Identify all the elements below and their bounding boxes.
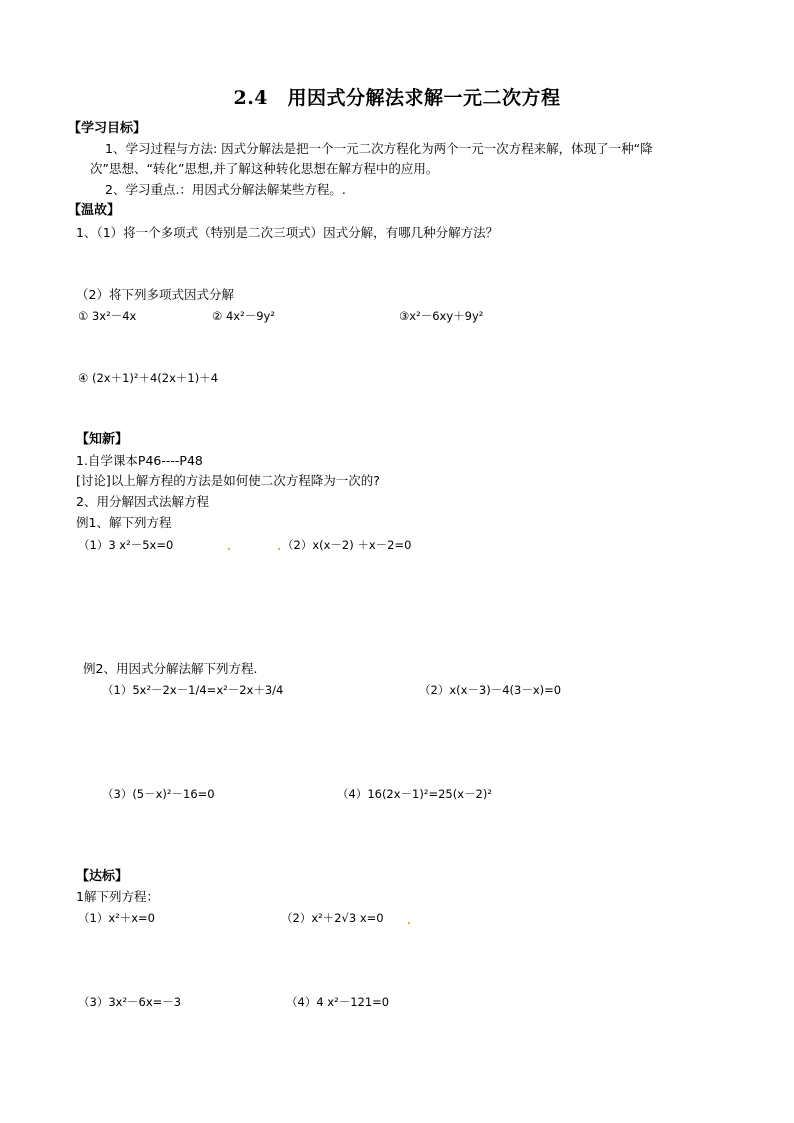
objectives-line-1a: 1、学习过程与方法: 因式分解法是把一个一元二次方程化为两个一元一次方程来解，体现了一种“降 <box>105 141 653 156</box>
objectives-heading: 【学习目标】 <box>68 121 147 136</box>
stray-mark <box>228 548 230 550</box>
review-question-1: 1、（1）将一个多项式（特别是二次三项式）因式分解，有哪几种分解方法？ <box>76 225 499 240</box>
self-study-line: 1.自学课本P46----P48 <box>76 453 203 468</box>
review-question-2: （2）将下列多项式因式分解 <box>76 287 234 302</box>
objectives-line-1b: 次”思想、“转化”思想,并了解这种转化思想在解方程中的应用。 <box>90 161 439 176</box>
example-1-equation-1: （1）3 x²－5x=0 <box>78 538 174 552</box>
example-2-equation-2: （2）x(x－3)－4(3－x)=0 <box>419 683 562 697</box>
review-item-4: ④ (2x＋1)²＋4(2x＋1)＋4 <box>78 371 219 385</box>
page-title: 2.4 用因式分解法求解一元二次方程 <box>233 87 561 109</box>
example-2-heading: 例2、用因式分解法解下列方程. <box>83 661 258 676</box>
practice-equation-2: （2）x²＋2√3 x=0 <box>281 911 384 925</box>
review-item-3: ③x²－6xy＋9y² <box>399 309 484 323</box>
review-item-1: ① 3x²－4x <box>78 309 137 323</box>
review-heading: 【温故】 <box>68 203 121 218</box>
practice-equation-1: （1）x²＋x=0 <box>78 911 155 925</box>
example-2-equation-4: （4）16(2x－1)²=25(x－2)² <box>337 787 492 801</box>
discussion-line: [讨论]以上解方程的方法是如何使二次方程降为一次的? <box>76 473 380 488</box>
objectives-line-2: 2、学习重点.：用因式分解法解某些方程。. <box>105 182 346 197</box>
review-item-2: ② 4x²－9y² <box>212 309 275 323</box>
practice-heading: 【达标】 <box>76 869 129 884</box>
new-knowledge-heading: 【知新】 <box>76 432 129 447</box>
example-2-equation-3: （3）(5－x)²－16=0 <box>102 787 215 801</box>
practice-instruction: 1解下列方程： <box>76 889 159 904</box>
practice-equation-4: （4）4 x²－121=0 <box>286 995 390 1009</box>
practice-equation-3: （3）3x²－6x=－3 <box>78 995 182 1009</box>
example-1-equation-2: （2）x(x－2) ＋x－2=0 <box>282 538 412 552</box>
stray-mark <box>278 548 280 550</box>
stray-mark <box>408 922 410 924</box>
example-1-heading: 例1、解下列方程 <box>76 515 172 530</box>
example-2-equation-1: （1）5x²－2x－1/4=x²－2x＋3/4 <box>102 683 284 697</box>
method-line: 2、用分解因式法解方程 <box>76 494 209 509</box>
